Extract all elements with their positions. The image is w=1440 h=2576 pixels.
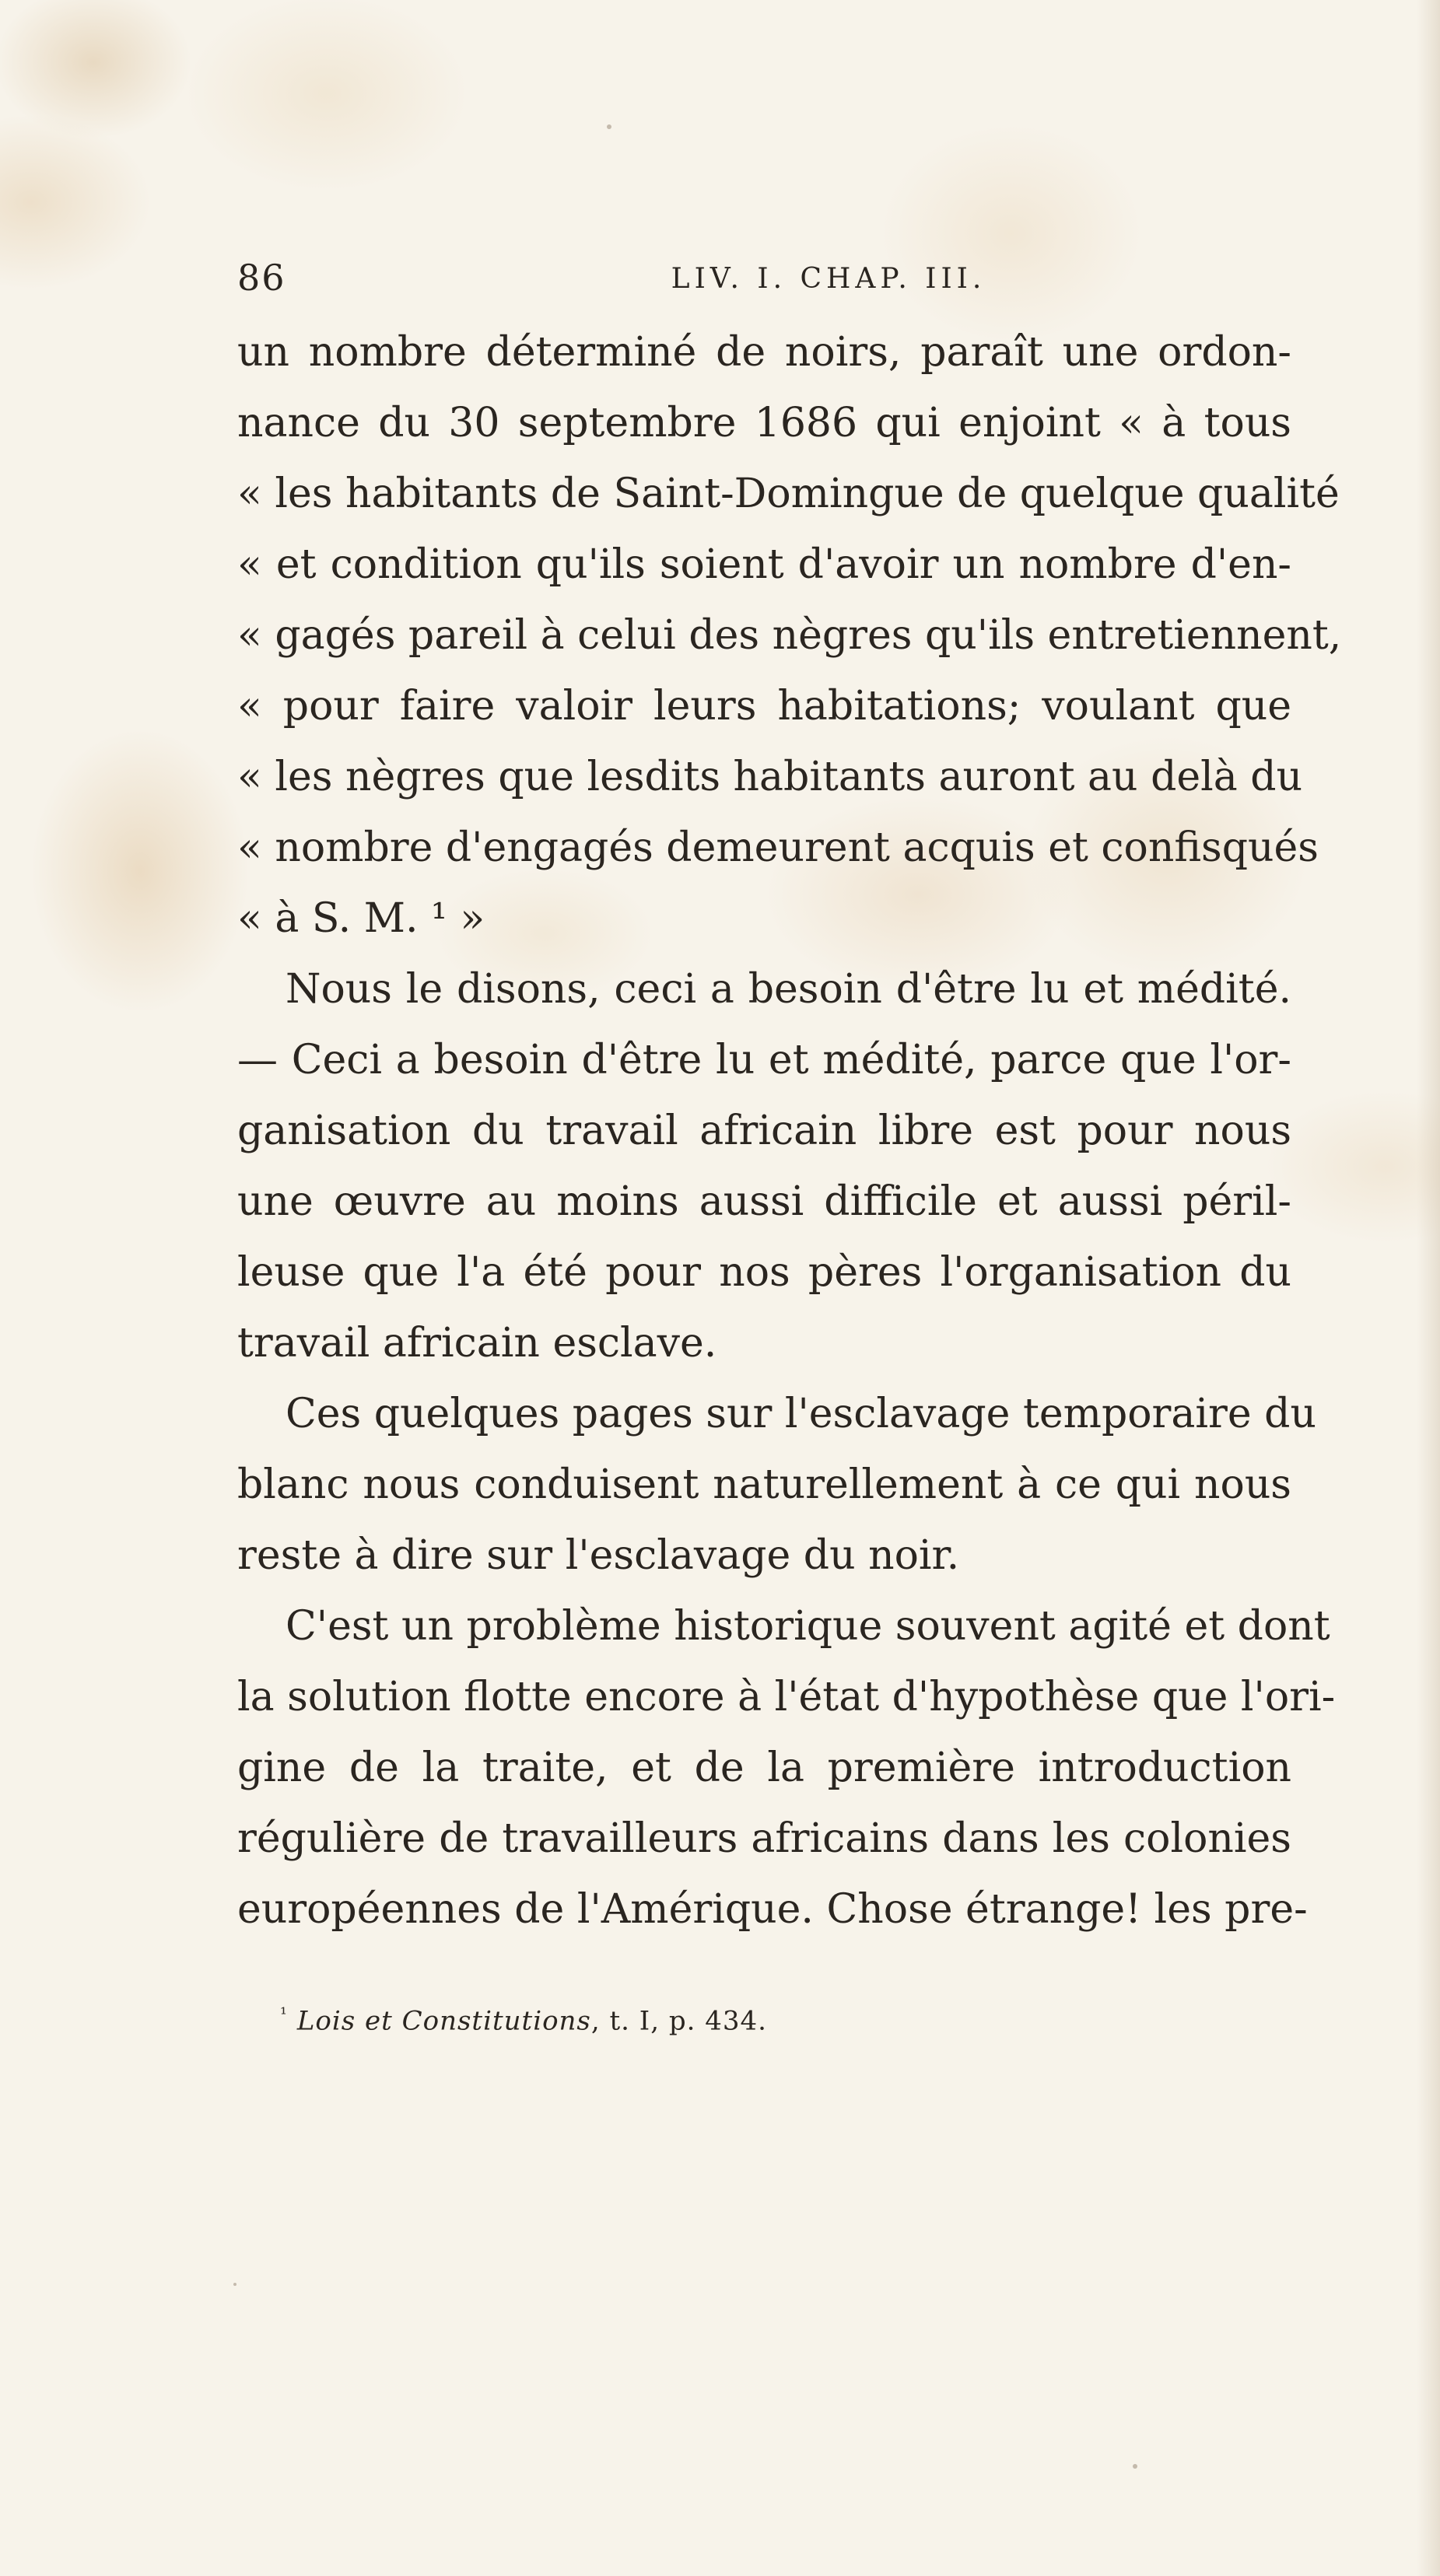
text-line: blanc nous conduisent naturellement à ce qui nous — [237, 1461, 1291, 1508]
text-line: Ces quelques pages sur l'esclavage temporaire du — [286, 1391, 1316, 1437]
footnote-marker: ¹ — [280, 2005, 288, 2025]
text-line: leuse que l'a été pour nos pères l'organisation du — [237, 1249, 1291, 1296]
text-line: « les nègres que lesdits habitants auront au delà du — [237, 754, 1303, 800]
text-line: « nombre d'engagés demeurent acquis et confisqués — [237, 824, 1319, 871]
text-line: « les habitants de Saint-Domingue de quelque qualité — [237, 471, 1340, 517]
text-line: travail africain esclave. — [237, 1320, 717, 1367]
text-line: « et condition qu'ils soient d'avoir un nombre d'en- — [237, 541, 1291, 588]
text-line: « pour faire valoir leurs habitations; voulant que — [237, 683, 1291, 730]
page-number: 86 — [237, 257, 286, 299]
text-line: C'est un problème historique souvent agité et dont — [286, 1603, 1330, 1650]
footnote — [280, 2005, 767, 2036]
text-line: régulière de travailleurs africains dans les colonies — [237, 1815, 1291, 1862]
text-line: « gagés pareil à celui des nègres qu'ils entretiennent, — [237, 612, 1342, 659]
footnote-title: Lois et Constitutions — [296, 2005, 591, 2037]
chapter-heading: LIV. I. CHAP. III. — [671, 263, 986, 295]
text-line: reste à dire sur l'esclavage du noir. — [237, 1532, 960, 1579]
text-line: la solution flotte encore à l'état d'hypothèse que l'ori- — [237, 1674, 1336, 1720]
footnote-citation: , t. I, p. 434. — [590, 2005, 767, 2037]
body-text — [237, 317, 1342, 1945]
text-line: gine de la traite, et de la première introduction — [237, 1745, 1291, 1791]
text-line: ganisation du travail africain libre est pour nous — [237, 1108, 1291, 1154]
text-line: un nombre déterminé de noirs, paraît une ordon- — [237, 329, 1291, 376]
page-edge-shadow — [1417, 0, 1440, 2576]
text-line: « à S. M. ¹ » — [237, 895, 485, 942]
text-line: européennes de l'Amérique. Chose étrange! les pre- — [237, 1886, 1308, 1933]
text-line: une œuvre au moins aussi difficile et aussi péril- — [237, 1178, 1291, 1225]
text-line: Nous le disons, ceci a besoin d'être lu et médité. — [286, 966, 1291, 1013]
running-head — [237, 257, 1291, 303]
paper-speck — [233, 2283, 236, 2286]
text-line: nance du 30 septembre 1686 qui enjoint « à tous — [237, 400, 1291, 446]
paper-speck — [607, 124, 611, 129]
paper-speck — [1133, 2464, 1137, 2469]
text-line: — Ceci a besoin d'être lu et médité, parce que l'or- — [237, 1037, 1291, 1083]
